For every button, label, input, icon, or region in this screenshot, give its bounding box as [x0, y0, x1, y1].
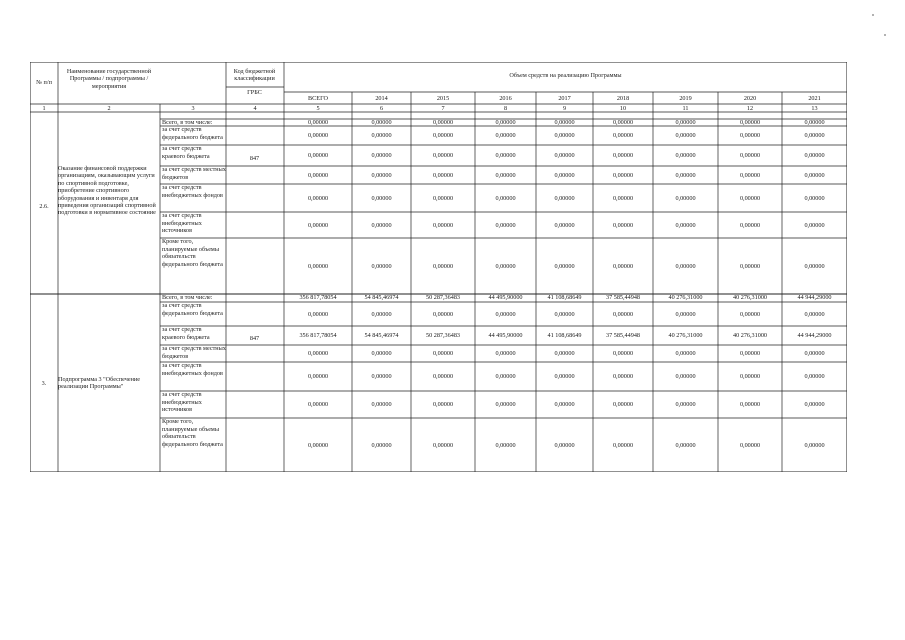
value-cell: 0,00000: [612, 441, 634, 449]
year-header-cell: ВСЕГО: [308, 95, 328, 102]
header-col-volume: Объем средств на реализацию Программы: [509, 72, 622, 79]
value-cell: 0,00000: [307, 119, 329, 127]
section-number: 2.6.: [39, 203, 49, 210]
column-number-cell: 8: [503, 104, 508, 112]
value-cell: 0,00000: [432, 132, 454, 139]
column-number-cell: 7: [441, 104, 445, 112]
value-cell: 0,00000: [675, 221, 696, 229]
funding-source-label: за счет средств федерального бюджета: [162, 126, 223, 141]
value-cell: 0,00000: [804, 310, 825, 318]
value-cell: 0,00000: [307, 194, 329, 202]
value-cell: 0,00000: [432, 221, 454, 229]
value-cell: 0,00000: [554, 310, 575, 318]
value-cell: 0,00000: [675, 152, 696, 159]
value-cell: 40 276,31000: [668, 332, 703, 339]
value-cell: 0,00000: [432, 152, 454, 159]
value-cell: 0,00000: [804, 152, 825, 159]
funding-source-label: за счет средств краевого бюджета: [162, 326, 210, 341]
value-cell: 0,00000: [307, 310, 329, 318]
value-cell: 0,00000: [554, 350, 575, 357]
column-number-cell: 2: [107, 104, 111, 112]
value-cell: 0,00000: [804, 171, 825, 179]
value-cell: 37 585,44948: [605, 332, 641, 339]
value-cell: 0,00000: [675, 401, 696, 408]
year-header-cell: 2019: [679, 95, 692, 102]
funding-source-label: за счет средств внебюджетных источников: [162, 391, 202, 414]
value-cell: 54 845,46974: [364, 332, 399, 339]
header-col-budget-code: Код бюджетной классификации: [233, 68, 276, 83]
value-cell: 0,00000: [371, 194, 392, 202]
value-cell: 0,00000: [371, 310, 392, 318]
header-col-grbs: ГРБС: [247, 89, 262, 96]
funding-source-label: за счет средств внебюджетных фондов: [162, 362, 223, 377]
value-cell: 40 276,31000: [732, 294, 768, 302]
value-cell: 0,00000: [612, 350, 634, 357]
value-cell: 0,00000: [554, 132, 575, 139]
value-cell: 0,00000: [804, 441, 825, 449]
year-header-cell: 2021: [808, 95, 821, 102]
year-header-cell: 2014: [375, 95, 388, 102]
funding-source-label: за счет средств внебюджетных фондов: [162, 184, 223, 199]
value-cell: 356 817,78054: [299, 294, 337, 302]
value-cell: 0,00000: [612, 373, 634, 380]
value-cell: 0,00000: [739, 132, 761, 139]
value-cell: 0,00000: [804, 132, 825, 139]
value-cell: 0,00000: [554, 262, 575, 270]
value-cell: 0,00000: [739, 194, 761, 202]
column-number-cell: 4: [253, 104, 257, 112]
value-cell: 0,00000: [804, 262, 825, 270]
value-cell: 37 585,44948: [605, 294, 641, 302]
value-cell: 0,00000: [739, 262, 761, 270]
header-col-no: № п/п: [36, 79, 52, 86]
value-cell: 0,00000: [307, 373, 329, 380]
value-cell: 0,00000: [307, 350, 329, 357]
value-cell: 40 276,31000: [668, 294, 703, 302]
value-cell: 0,00000: [432, 441, 454, 449]
value-cell: 0,00000: [612, 171, 634, 179]
column-number-cell: 9: [562, 104, 567, 112]
section-number: 3.: [41, 380, 47, 387]
value-cell: 0,00000: [495, 221, 516, 229]
value-cell: 0,00000: [371, 119, 392, 127]
value-cell: 0,00000: [432, 119, 454, 127]
column-number-cell: 10: [619, 104, 627, 112]
value-cell: 41 108,68649: [547, 332, 582, 339]
value-cell: 0,00000: [495, 171, 516, 179]
value-cell: 44 495,90000: [488, 332, 523, 339]
funding-source-label: за счет средств местных бюджетов: [162, 166, 226, 181]
value-cell: 0,00000: [432, 310, 454, 318]
value-cell: 0,00000: [495, 310, 516, 318]
value-cell: 0,00000: [371, 152, 392, 159]
value-cell: 0,00000: [495, 441, 516, 449]
value-cell: 0,00000: [804, 221, 825, 229]
value-cell: 0,00000: [739, 310, 761, 318]
funding-source-label: за счет средств краевого бюджета: [162, 145, 210, 160]
column-number-cell: 6: [379, 104, 384, 112]
value-cell: 44 944,29000: [797, 294, 832, 302]
value-cell: 0,00000: [554, 401, 575, 408]
value-cell: 0,00000: [432, 262, 454, 270]
value-cell: 0,00000: [675, 350, 696, 357]
value-cell: 0,00000: [675, 194, 696, 202]
value-cell: 0,00000: [432, 171, 454, 179]
column-number-cell: 5: [316, 104, 320, 112]
value-cell: 0,00000: [804, 350, 825, 357]
value-cell: 0,00000: [307, 401, 329, 408]
funding-source-label: Всего, в том числе:: [162, 294, 213, 302]
value-cell: 0,00000: [371, 171, 392, 179]
year-header-cell: 2016: [499, 95, 512, 102]
value-cell: 0,00000: [371, 262, 392, 270]
value-cell: 0,00000: [804, 373, 825, 380]
value-cell: 0,00000: [307, 221, 329, 229]
column-number-cell: 12: [746, 104, 754, 112]
value-cell: 0,00000: [612, 152, 634, 159]
value-cell: 0,00000: [495, 262, 516, 270]
value-cell: 0,00000: [675, 262, 696, 270]
value-cell: 0,00000: [804, 194, 825, 202]
value-cell: 0,00000: [739, 119, 761, 127]
value-cell: 0,00000: [739, 373, 761, 380]
value-cell: 0,00000: [675, 373, 696, 380]
value-cell: 0,00000: [307, 132, 329, 139]
column-number-cell: 11: [682, 104, 689, 112]
value-cell: 0,00000: [432, 350, 454, 357]
value-cell: 0,00000: [432, 194, 454, 202]
value-cell: 0,00000: [495, 194, 516, 202]
value-cell: 0,00000: [612, 401, 634, 408]
value-cell: 0,00000: [495, 373, 516, 380]
scan-speck: [872, 14, 874, 16]
value-cell: 0,00000: [612, 194, 634, 202]
year-header-cell: 2018: [616, 95, 630, 102]
year-header-cell: 2015: [436, 95, 450, 102]
value-cell: 0,00000: [739, 152, 761, 159]
value-cell: 0,00000: [554, 119, 575, 127]
value-cell: 0,00000: [495, 152, 516, 159]
value-cell: 54 845,46974: [364, 294, 399, 302]
value-cell: 0,00000: [432, 373, 454, 380]
funding-source-label: за счет средств местных бюджетов: [162, 345, 226, 360]
funding-source-label: за счет средств федерального бюджета: [162, 302, 223, 317]
column-number-cell: 1: [42, 104, 46, 112]
value-cell: 0,00000: [739, 350, 761, 357]
header-col-name: Наименование государственной Программы / подпрограммы / мероприятия: [66, 68, 152, 90]
value-cell: 0,00000: [675, 119, 696, 127]
value-cell: 0,00000: [495, 350, 516, 357]
value-cell: 0,00000: [371, 373, 392, 380]
value-cell: 0,00000: [675, 171, 696, 179]
value-cell: 0,00000: [804, 401, 825, 408]
year-header-cell: 2017: [558, 95, 571, 102]
value-cell: 0,00000: [371, 132, 392, 139]
value-cell: 0,00000: [371, 401, 392, 408]
funding-source-label: Кроме того, планируемые объемы обязательств федерального бюджета: [162, 418, 223, 448]
value-cell: 0,00000: [307, 262, 329, 270]
value-cell: 0,00000: [371, 221, 392, 229]
value-cell: 0,00000: [739, 401, 761, 408]
year-header-cell: 2020: [743, 95, 757, 102]
value-cell: 0,00000: [675, 310, 696, 318]
section-name: Подпрограмма 3 "Обеспечение реализации Программы": [58, 376, 140, 391]
value-cell: 0,00000: [495, 401, 516, 408]
value-cell: 0,00000: [307, 171, 329, 179]
column-number-cell: 3: [191, 104, 195, 112]
funding-source-label: Всего, в том числе:: [162, 119, 213, 127]
section-grbs: 847: [249, 155, 260, 162]
value-cell: 356 817,78054: [299, 332, 337, 339]
value-cell: 0,00000: [554, 194, 575, 202]
value-cell: 0,00000: [554, 441, 575, 449]
budget-table: [30, 62, 847, 472]
value-cell: 0,00000: [739, 441, 761, 449]
value-cell: 0,00000: [554, 221, 575, 229]
value-cell: 0,00000: [307, 152, 329, 159]
value-cell: 41 108,68649: [547, 294, 582, 302]
value-cell: 0,00000: [612, 119, 634, 127]
value-cell: 0,00000: [432, 401, 454, 408]
value-cell: 0,00000: [675, 132, 696, 139]
value-cell: 44 495,90000: [488, 294, 523, 302]
value-cell: 0,00000: [739, 171, 761, 179]
value-cell: 50 287,36483: [425, 294, 461, 302]
value-cell: 0,00000: [307, 441, 329, 449]
value-cell: 0,00000: [612, 310, 634, 318]
value-cell: 0,00000: [612, 132, 634, 139]
value-cell: 50 287,36483: [425, 332, 461, 339]
value-cell: 0,00000: [612, 262, 634, 270]
value-cell: 0,00000: [739, 221, 761, 229]
section-grbs: 847: [249, 335, 260, 342]
value-cell: 40 276,31000: [732, 332, 768, 339]
value-cell: 44 944,29000: [797, 332, 832, 339]
value-cell: 0,00000: [612, 221, 634, 229]
value-cell: 0,00000: [554, 171, 575, 179]
value-cell: 0,00000: [371, 441, 392, 449]
column-number-cell: 13: [811, 104, 818, 112]
value-cell: 0,00000: [554, 373, 575, 380]
value-cell: 0,00000: [804, 119, 825, 127]
value-cell: 0,00000: [371, 350, 392, 357]
scan-speck: [884, 34, 886, 36]
section-name: Оказание финансовой поддержки организациям, оказывающим услуги по спортивной подготовке, приобретение спортивного оборудования и инвентаря для приведения организаций спортивной подготовки в нормативное состояние: [58, 165, 156, 217]
value-cell: 0,00000: [495, 119, 516, 127]
value-cell: 0,00000: [495, 132, 516, 139]
funding-source-label: Кроме того, планируемые объемы обязательств федерального бюджета: [162, 238, 223, 268]
value-cell: 0,00000: [554, 152, 575, 159]
funding-source-label: за счет средств внебюджетных источников: [162, 212, 202, 235]
value-cell: 0,00000: [675, 441, 696, 449]
